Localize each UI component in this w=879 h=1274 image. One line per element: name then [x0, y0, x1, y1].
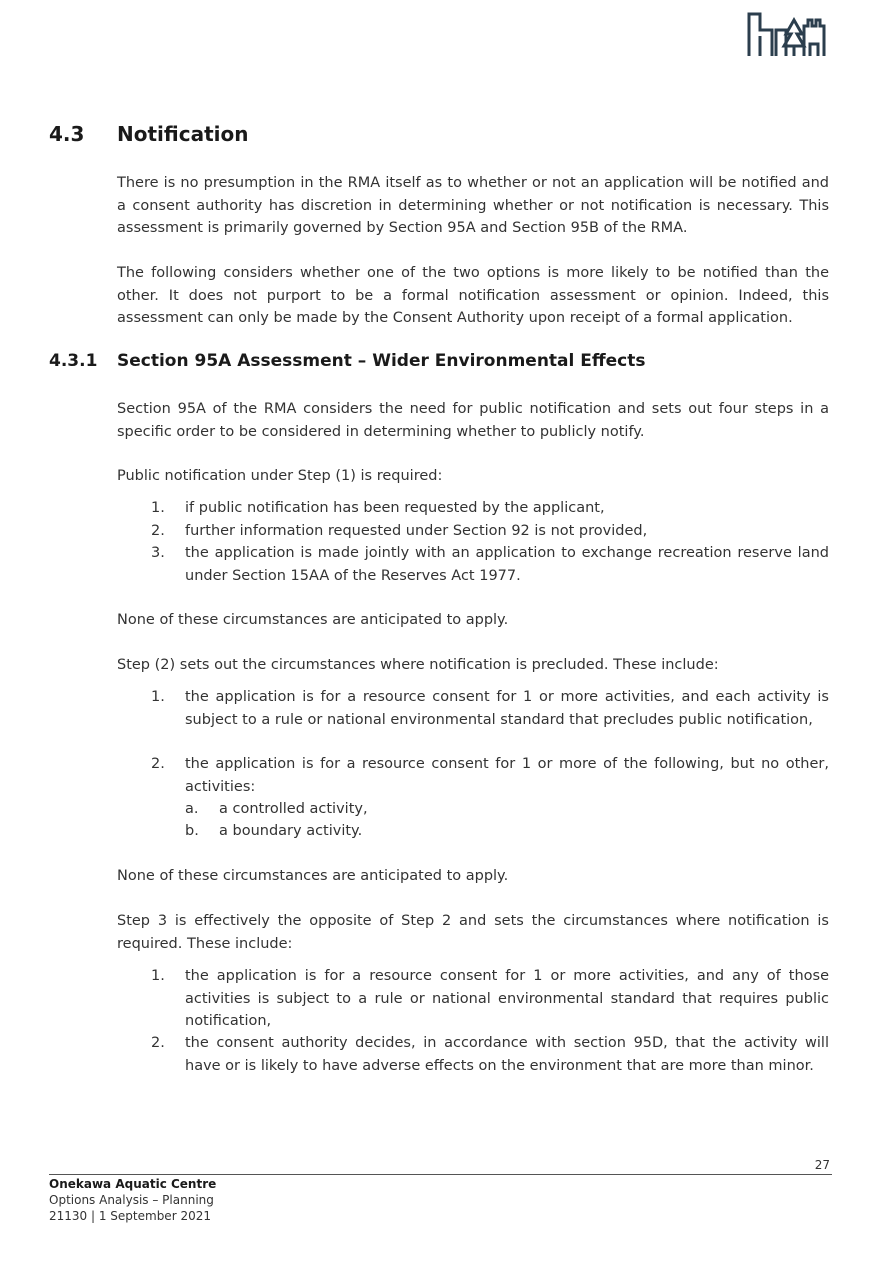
page-number: 27 [814, 1158, 830, 1172]
footer-report: Options Analysis – Planning [49, 1193, 214, 1207]
subsection-title: Section 95A Assessment – Wider Environmental Effects [117, 351, 646, 371]
paragraph-none2: None of these circumstances are anticipated to apply. [117, 868, 509, 884]
paragraph-none1: None of these circumstances are anticipated to apply. [117, 612, 509, 628]
section-number: 4.3 [49, 122, 85, 146]
list-text: the application is for a resource consent for 1 or more of the following, but no other, activities: [185, 756, 829, 795]
sub-list-text: a boundary activity. [219, 823, 363, 839]
paragraph-step2: Step (2) sets out the circumstances where notification is precluded. These include: [117, 657, 719, 673]
footer-ref-date: 21130 | 1 September 2021 [49, 1209, 211, 1223]
paragraph-step1: Public notification under Step (1) is required: [117, 468, 443, 484]
footer-divider [49, 1174, 832, 1175]
list-number: 1. [151, 689, 165, 705]
list-text: the consent authority decides, in accordance with section 95D, that the activity will have or is likely to have adverse effects on the environment that are more than minor. [185, 1035, 829, 1074]
list-text: if public notification has been requested by the applicant, [185, 500, 605, 516]
footer [49, 1176, 216, 1224]
list-number: 2. [151, 1035, 165, 1051]
sub-list-letter: b. [185, 823, 199, 839]
list-text: the application is for a resource consent for 1 or more activities, and each activity is subject to a rule or national environmental standard that precludes public notification, [185, 689, 829, 728]
list-number: 1. [151, 968, 165, 984]
sub-list-letter: a. [185, 801, 199, 817]
list-text: the application is made jointly with an application to exchange recreation reserve land under Section 15AA of the Reserves Act 1977. [185, 545, 829, 584]
list-number: 3. [151, 545, 165, 561]
list-text: further information requested under Section 92 is not provided, [185, 523, 648, 539]
list-text: the application is for a resource consent for 1 or more activities, and any of those activities is subject to a rule or national environmental standard that requires public notification, [185, 968, 829, 1029]
paragraph-step3: Step 3 is effectively the opposite of Step 2 and sets the circumstances where notification is required. These include: [117, 913, 829, 952]
footer-project: Onekawa Aquatic Centre [49, 1177, 217, 1191]
list-number: 2. [151, 756, 165, 772]
paragraph-95a: Section 95A of the RMA considers the need for public notification and sets out four steps in a specific order to be considered in determining whether to publicly notify. [117, 401, 829, 440]
sub-list-text: a controlled activity, [219, 801, 368, 817]
list-number: 1. [151, 500, 165, 516]
list-number: 2. [151, 523, 165, 539]
company-logo [746, 10, 828, 58]
paragraph-disclaimer: The following considers whether one of the two options is more likely to be notified than the other. It does not purport to be a formal notification assessment or opinion. Indeed, this assessment can only be made by the Consent Authority upon receipt of a formal application. [117, 265, 829, 326]
section-title: Notification [117, 122, 249, 146]
subsection-number: 4.3.1 [49, 351, 98, 371]
paragraph-intro: There is no presumption in the RMA itself as to whether or not an application will be notified and a consent authority has discretion in determining whether or not notification is necessary. This assessment is primarily governed by Section 95A and Section 95B of the RMA. [117, 175, 829, 236]
